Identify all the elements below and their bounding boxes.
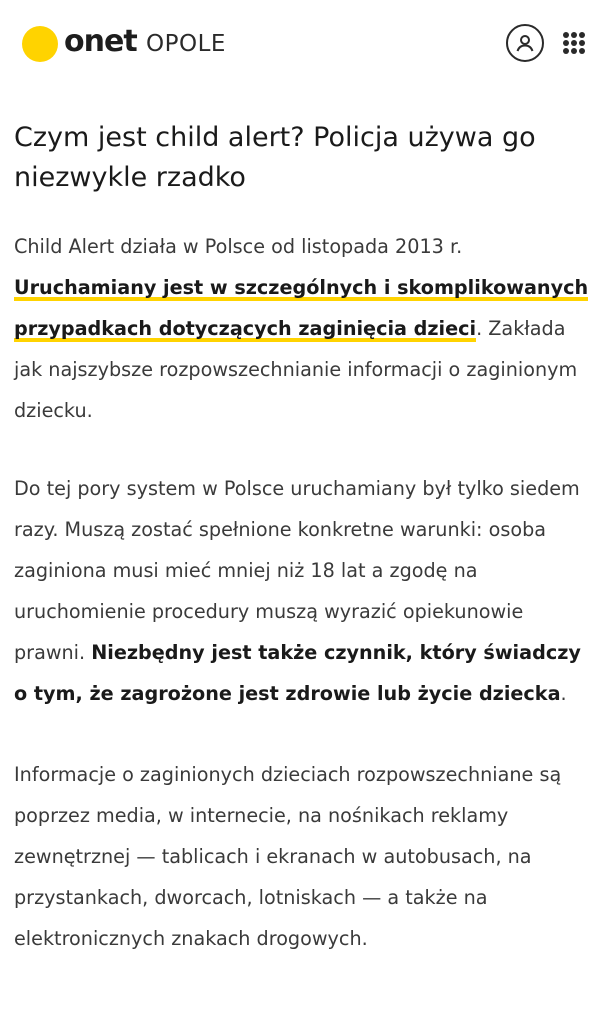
paragraph-3 [14,754,592,959]
user-icon [514,32,536,54]
grid-menu-button[interactable] [562,31,586,55]
paragraph-1 [14,226,592,431]
user-account-button[interactable] [506,24,544,62]
paragraph-1-text-start: Child Alert działa w Polsce od listopada 2013 r. [14,235,463,258]
paragraph-2-text-end: . [560,682,567,705]
site-header [0,0,604,88]
logo-wordmark[interactable]: onet [64,24,137,59]
logo-city-label[interactable]: OPOLE [146,31,226,57]
paragraph-1-text-end: . Zakłada jak najszybsze rozpowszechnianie informacji o zaginionym dziecku. [14,317,578,422]
paragraph-3-text: Informacje o zaginionych dzieciach rozpowszechniane są poprzez media, w internecie, na nośnikach reklamy zewnętrznej — tablicach i ekranach w autobusach, na przystankach, dworcach, lotniskach — a także na elektronicznych znakach drogowych. [14,763,562,950]
paragraph-2-text-start: Do tej pory system w Polsce uruchamiany był tylko siedem razy. Muszą zostać spełnione konkretne warunki: osoba zaginiona musi mieć mniej niż 18 lat a zgodę na uruchomienie procedury muszą wyrazić opiekunowie prawni. [14,477,580,664]
paragraph-2 [14,468,592,714]
article-body [14,226,592,996]
article-title: Czym jest child alert? Policja używa go niezwykle rzadko [14,122,536,193]
paragraph-2-bold: Niezbędny jest także czynnik, który świadczy o tym, że zagrożone jest zdrowie lub życie dziecka [14,641,581,705]
grid-menu-icon [562,31,586,55]
onet-logo-dot-icon[interactable] [22,26,58,62]
paragraph-1-highlight: Uruchamiany jest w szczególnych i skomplikowanych przypadkach dotyczących zaginięcia dzieci [14,276,589,340]
